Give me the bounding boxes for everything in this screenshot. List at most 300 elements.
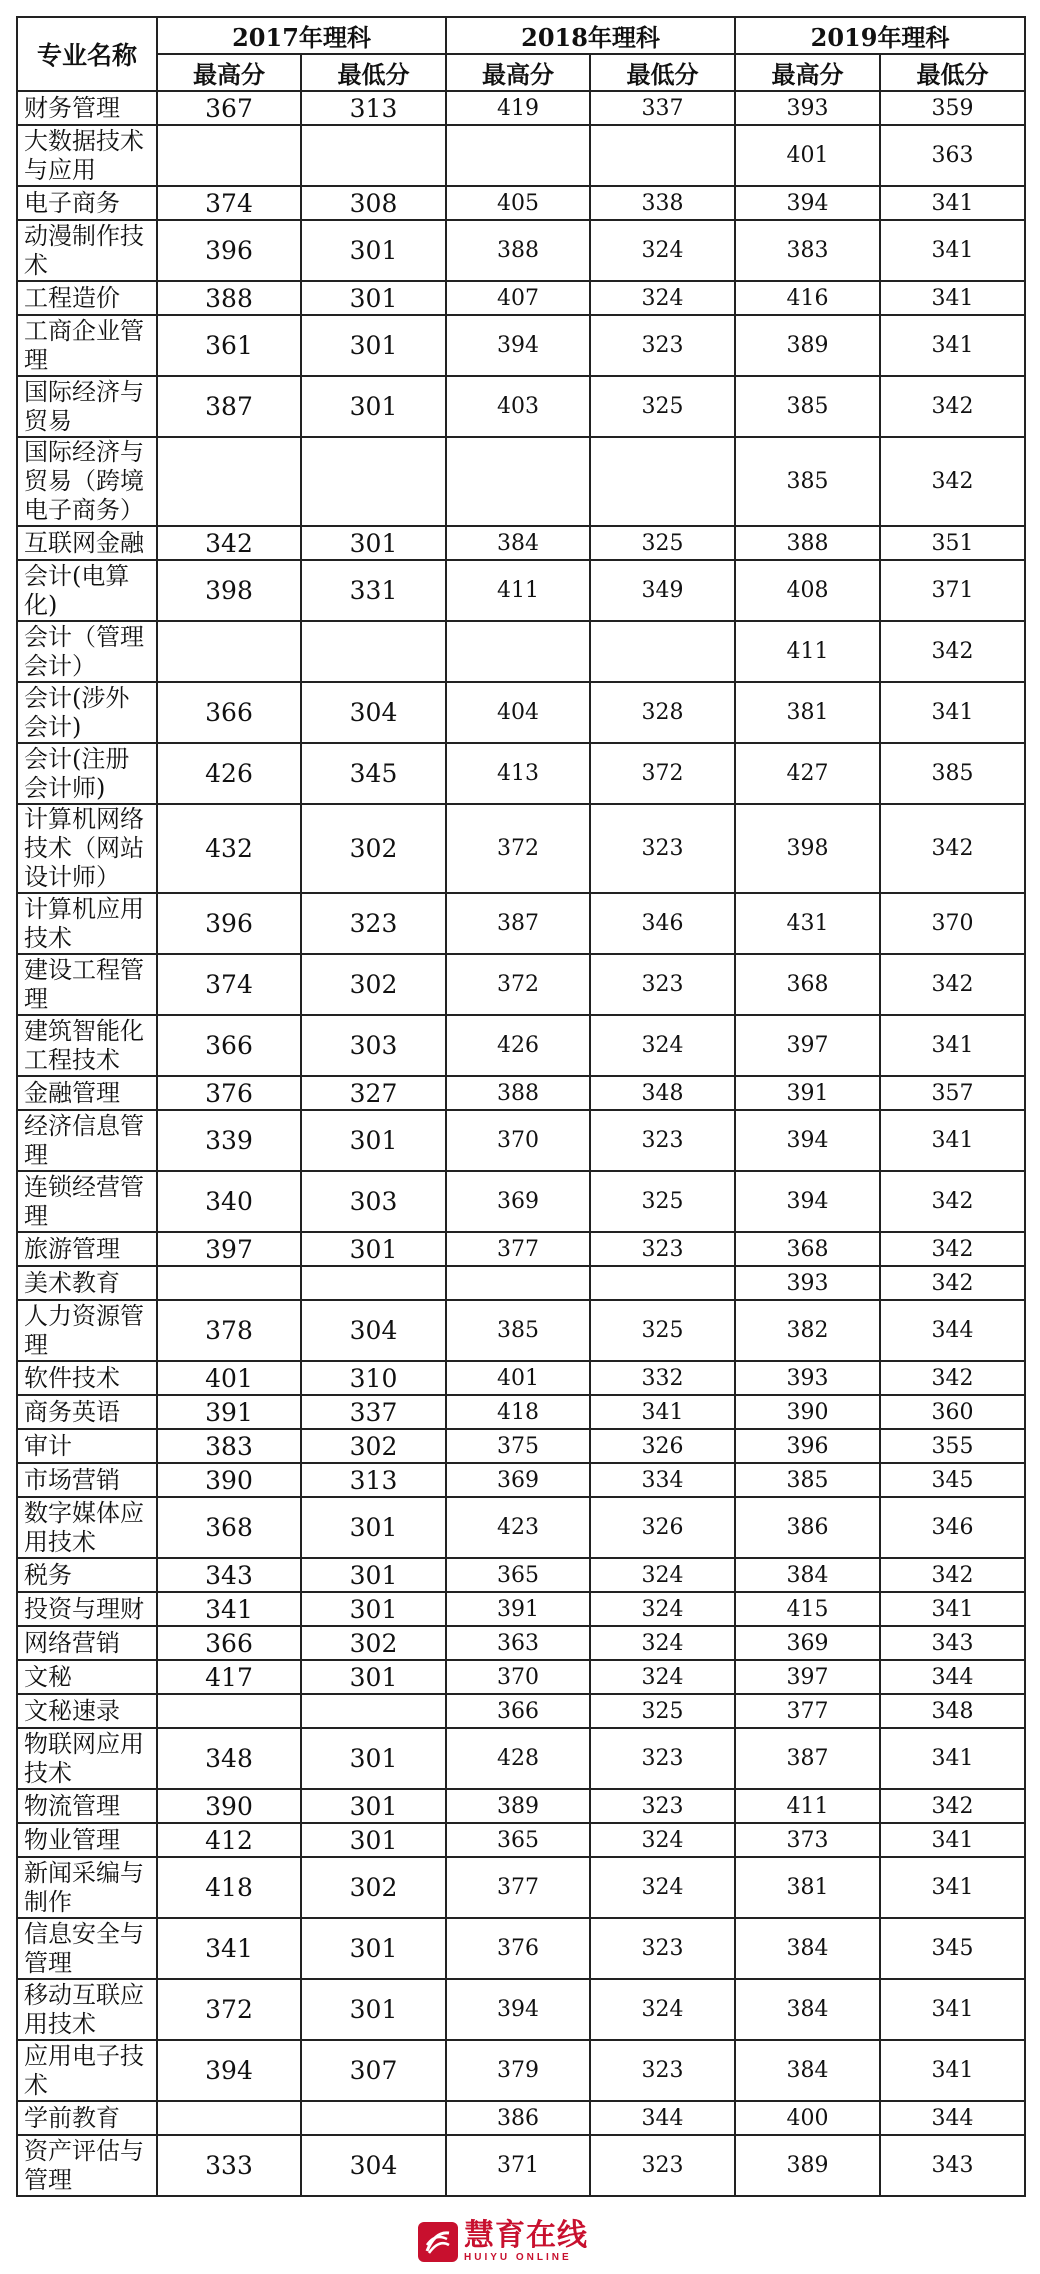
- min-score-cell: 301: [301, 1232, 446, 1266]
- min-score-cell: 337: [301, 1395, 446, 1429]
- max-score-cell: 384: [735, 1979, 880, 2040]
- table-row: [17, 1171, 1025, 1232]
- major-name-cell: 移动互联应用技术: [17, 1979, 157, 2040]
- min-score-cell: 341: [880, 1592, 1025, 1626]
- min-score-cell: 363: [880, 125, 1025, 186]
- min-score-cell: 323: [301, 893, 446, 954]
- min-score-cell: [301, 621, 446, 682]
- min-score-cell: 301: [301, 526, 446, 560]
- table-row: [17, 621, 1025, 682]
- max-score-cell: 387: [446, 893, 590, 954]
- max-score-cell: 348: [157, 1728, 301, 1789]
- major-name-cell: 国际经济与贸易（跨境电子商务）: [17, 437, 157, 526]
- min-score-cell: 345: [880, 1918, 1025, 1979]
- min-score-cell: 343: [880, 2135, 1025, 2196]
- min-score-cell: 346: [590, 893, 735, 954]
- max-score-cell: [157, 1266, 301, 1300]
- table-row: [17, 1626, 1025, 1660]
- max-score-cell: 418: [157, 1857, 301, 1918]
- table-row: [17, 1497, 1025, 1558]
- table-row: [17, 526, 1025, 560]
- min-score-cell: 341: [590, 1395, 735, 1429]
- min-score-cell: 323: [590, 315, 735, 376]
- min-score-cell: 324: [590, 1626, 735, 1660]
- min-score-cell: 323: [590, 2135, 735, 2196]
- major-name-cell: 审计: [17, 1429, 157, 1463]
- table-row: [17, 682, 1025, 743]
- min-score-cell: 325: [590, 526, 735, 560]
- min-score-cell: 344: [880, 1300, 1025, 1361]
- max-score-cell: 418: [446, 1395, 590, 1429]
- min-score-cell: 337: [590, 91, 735, 125]
- table-row: [17, 1429, 1025, 1463]
- table-row: [17, 1728, 1025, 1789]
- max-score-cell: 427: [735, 743, 880, 804]
- min-score-cell: 304: [301, 682, 446, 743]
- min-score-cell: 351: [880, 526, 1025, 560]
- table-row: [17, 1823, 1025, 1857]
- min-score-cell: 307: [301, 2040, 446, 2101]
- max-score-cell: [446, 621, 590, 682]
- major-name-cell: 财务管理: [17, 91, 157, 125]
- min-score-header: 最低分: [301, 54, 446, 91]
- major-name-cell: 数字媒体应用技术: [17, 1497, 157, 1558]
- max-score-cell: 389: [735, 315, 880, 376]
- max-score-cell: 411: [446, 560, 590, 621]
- max-score-cell: 397: [735, 1660, 880, 1694]
- min-score-cell: 357: [880, 1076, 1025, 1110]
- max-score-cell: 384: [735, 1918, 880, 1979]
- min-score-cell: 301: [301, 1660, 446, 1694]
- min-score-cell: 343: [880, 1626, 1025, 1660]
- max-score-cell: 398: [157, 560, 301, 621]
- min-score-cell: 301: [301, 281, 446, 315]
- year-header-2018: 2018年理科: [446, 17, 735, 54]
- max-score-cell: 408: [735, 560, 880, 621]
- min-score-cell: [301, 1266, 446, 1300]
- max-score-cell: 385: [735, 1463, 880, 1497]
- max-score-cell: 372: [446, 804, 590, 893]
- max-score-cell: 419: [446, 91, 590, 125]
- min-score-cell: 342: [880, 621, 1025, 682]
- max-score-cell: 386: [735, 1497, 880, 1558]
- table-body: [17, 91, 1025, 2196]
- table-row: [17, 220, 1025, 281]
- max-score-cell: 384: [735, 2040, 880, 2101]
- min-score-cell: 341: [880, 1110, 1025, 1171]
- max-score-cell: 403: [446, 376, 590, 437]
- min-score-cell: 338: [590, 186, 735, 220]
- max-score-cell: 390: [735, 1395, 880, 1429]
- min-score-cell: 372: [590, 743, 735, 804]
- min-score-cell: 301: [301, 1728, 446, 1789]
- max-score-cell: 390: [157, 1463, 301, 1497]
- major-name-cell: 互联网金融: [17, 526, 157, 560]
- min-score-cell: [590, 621, 735, 682]
- major-name-cell: 信息安全与管理: [17, 1918, 157, 1979]
- max-score-cell: 376: [157, 1076, 301, 1110]
- max-score-cell: 340: [157, 1171, 301, 1232]
- max-score-cell: 369: [446, 1463, 590, 1497]
- max-score-cell: 366: [157, 682, 301, 743]
- major-name-cell: 计算机网络技术（网站设计师）: [17, 804, 157, 893]
- max-score-cell: 386: [446, 2101, 590, 2135]
- min-score-cell: 301: [301, 315, 446, 376]
- min-score-cell: 301: [301, 1789, 446, 1823]
- watermark-subtext: HUIYU ONLINE: [464, 2252, 572, 2263]
- table-row: [17, 437, 1025, 526]
- min-score-header: 最低分: [880, 54, 1025, 91]
- max-score-cell: 397: [157, 1232, 301, 1266]
- min-score-cell: [301, 125, 446, 186]
- max-score-cell: 373: [735, 1823, 880, 1857]
- min-score-cell: 324: [590, 1592, 735, 1626]
- min-score-cell: 341: [880, 682, 1025, 743]
- min-score-cell: [301, 2101, 446, 2135]
- min-score-cell: 324: [590, 1979, 735, 2040]
- min-score-cell: 344: [880, 1660, 1025, 1694]
- min-score-cell: 323: [590, 2040, 735, 2101]
- min-score-cell: 359: [880, 91, 1025, 125]
- min-score-cell: 303: [301, 1015, 446, 1076]
- max-score-cell: 377: [446, 1232, 590, 1266]
- min-score-cell: 326: [590, 1497, 735, 1558]
- min-score-cell: 304: [301, 2135, 446, 2196]
- table-row: [17, 1015, 1025, 1076]
- major-name-cell: 税务: [17, 1558, 157, 1592]
- max-score-cell: 384: [735, 1558, 880, 1592]
- min-score-cell: 324: [590, 1015, 735, 1076]
- max-score-cell: [446, 437, 590, 526]
- max-score-header: 最高分: [157, 54, 301, 91]
- major-name-cell: 新闻采编与制作: [17, 1857, 157, 1918]
- max-score-cell: [446, 125, 590, 186]
- min-score-cell: 385: [880, 743, 1025, 804]
- major-name-cell: 应用电子技术: [17, 2040, 157, 2101]
- max-score-cell: 394: [157, 2040, 301, 2101]
- min-score-cell: 328: [590, 682, 735, 743]
- max-score-cell: 411: [735, 621, 880, 682]
- max-score-cell: 385: [735, 376, 880, 437]
- max-score-cell: 417: [157, 1660, 301, 1694]
- major-name-cell: 会计(涉外会计): [17, 682, 157, 743]
- major-name-cell: 旅游管理: [17, 1232, 157, 1266]
- max-score-cell: 401: [735, 125, 880, 186]
- max-score-cell: 426: [157, 743, 301, 804]
- max-score-cell: 375: [446, 1429, 590, 1463]
- table-row: [17, 1592, 1025, 1626]
- major-name-cell: 建筑智能化工程技术: [17, 1015, 157, 1076]
- max-score-cell: 368: [735, 1232, 880, 1266]
- min-score-cell: 342: [880, 437, 1025, 526]
- max-score-cell: 377: [735, 1694, 880, 1728]
- max-score-cell: 413: [446, 743, 590, 804]
- table-row: [17, 376, 1025, 437]
- max-score-cell: 393: [735, 1361, 880, 1395]
- max-score-cell: 394: [735, 1171, 880, 1232]
- table-row: [17, 1300, 1025, 1361]
- min-score-cell: 341: [880, 1015, 1025, 1076]
- min-score-cell: 325: [590, 1300, 735, 1361]
- max-score-cell: 388: [446, 220, 590, 281]
- min-score-cell: 301: [301, 376, 446, 437]
- max-score-cell: 396: [735, 1429, 880, 1463]
- max-score-cell: 384: [446, 526, 590, 560]
- max-score-cell: 374: [157, 954, 301, 1015]
- max-score-cell: 394: [735, 186, 880, 220]
- min-score-cell: 342: [880, 954, 1025, 1015]
- min-score-cell: 342: [880, 1266, 1025, 1300]
- min-score-cell: 341: [880, 1823, 1025, 1857]
- table-row: [17, 1232, 1025, 1266]
- table-row: [17, 560, 1025, 621]
- table-row: [17, 1463, 1025, 1497]
- min-score-cell: 301: [301, 1979, 446, 2040]
- min-score-cell: 303: [301, 1171, 446, 1232]
- min-score-cell: 355: [880, 1429, 1025, 1463]
- min-score-cell: 324: [590, 1558, 735, 1592]
- major-name-cell: 网络营销: [17, 1626, 157, 1660]
- min-score-cell: 334: [590, 1463, 735, 1497]
- max-score-cell: 398: [735, 804, 880, 893]
- min-score-cell: 348: [590, 1076, 735, 1110]
- major-name-cell: 美术教育: [17, 1266, 157, 1300]
- max-score-cell: 396: [157, 893, 301, 954]
- min-score-cell: 345: [301, 743, 446, 804]
- max-score-cell: 407: [446, 281, 590, 315]
- min-score-cell: [590, 1266, 735, 1300]
- table-row: [17, 1979, 1025, 2040]
- min-score-cell: 302: [301, 1857, 446, 1918]
- max-score-cell: [446, 1266, 590, 1300]
- max-score-cell: 393: [735, 1266, 880, 1300]
- major-name-cell: 物联网应用技术: [17, 1728, 157, 1789]
- max-score-cell: 412: [157, 1823, 301, 1857]
- table-row: [17, 1266, 1025, 1300]
- max-score-cell: 385: [735, 437, 880, 526]
- major-name-cell: 资产评估与管理: [17, 2135, 157, 2196]
- min-score-cell: 341: [880, 220, 1025, 281]
- max-score-cell: 381: [735, 682, 880, 743]
- max-score-cell: 390: [157, 1789, 301, 1823]
- max-score-cell: [157, 437, 301, 526]
- table-row: [17, 804, 1025, 893]
- min-score-cell: 323: [590, 1728, 735, 1789]
- table-row: [17, 743, 1025, 804]
- min-score-cell: 344: [880, 2101, 1025, 2135]
- table-row: [17, 1361, 1025, 1395]
- max-score-cell: 389: [446, 1789, 590, 1823]
- major-name-cell: 国际经济与贸易: [17, 376, 157, 437]
- max-score-cell: 341: [157, 1918, 301, 1979]
- min-score-cell: 342: [880, 1558, 1025, 1592]
- min-score-cell: [590, 125, 735, 186]
- min-score-cell: 313: [301, 1463, 446, 1497]
- table-row: [17, 2135, 1025, 2196]
- max-score-cell: 404: [446, 682, 590, 743]
- max-score-cell: 333: [157, 2135, 301, 2196]
- max-score-cell: 388: [735, 526, 880, 560]
- max-score-cell: 397: [735, 1015, 880, 1076]
- major-name-cell: 学前教育: [17, 2101, 157, 2135]
- min-score-cell: 324: [590, 1660, 735, 1694]
- major-name-cell: 投资与理财: [17, 1592, 157, 1626]
- min-score-cell: 323: [590, 804, 735, 893]
- max-score-cell: 432: [157, 804, 301, 893]
- max-score-cell: 371: [446, 2135, 590, 2196]
- min-score-cell: 342: [880, 1361, 1025, 1395]
- min-score-cell: 302: [301, 804, 446, 893]
- min-score-cell: 301: [301, 1558, 446, 1592]
- min-score-cell: 323: [590, 1110, 735, 1171]
- max-score-cell: 389: [735, 2135, 880, 2196]
- max-score-cell: 391: [157, 1395, 301, 1429]
- max-score-cell: 416: [735, 281, 880, 315]
- min-score-cell: 301: [301, 1592, 446, 1626]
- min-score-cell: 327: [301, 1076, 446, 1110]
- min-score-cell: 342: [880, 1789, 1025, 1823]
- logo-swirl-icon: [418, 2222, 458, 2262]
- max-score-cell: 369: [735, 1626, 880, 1660]
- major-name-cell: 电子商务: [17, 186, 157, 220]
- max-score-cell: 342: [157, 526, 301, 560]
- max-score-header: 最高分: [735, 54, 880, 91]
- max-score-cell: 383: [735, 220, 880, 281]
- max-score-cell: 343: [157, 1558, 301, 1592]
- max-score-cell: 401: [157, 1361, 301, 1395]
- max-score-cell: 367: [157, 91, 301, 125]
- min-score-cell: 302: [301, 954, 446, 1015]
- max-score-header: 最高分: [446, 54, 590, 91]
- major-name-cell: 软件技术: [17, 1361, 157, 1395]
- min-score-cell: 323: [590, 1918, 735, 1979]
- max-score-cell: 391: [735, 1076, 880, 1110]
- min-score-cell: 323: [590, 954, 735, 1015]
- max-score-cell: 381: [735, 1857, 880, 1918]
- major-name-cell: 会计（管理会计）: [17, 621, 157, 682]
- min-score-cell: 341: [880, 1857, 1025, 1918]
- min-score-cell: 324: [590, 281, 735, 315]
- major-name-cell: 动漫制作技术: [17, 220, 157, 281]
- admission-score-table: [16, 16, 1026, 2197]
- max-score-cell: 400: [735, 2101, 880, 2135]
- table-row: [17, 281, 1025, 315]
- max-score-cell: 341: [157, 1592, 301, 1626]
- major-name-cell: 建设工程管理: [17, 954, 157, 1015]
- min-score-cell: 371: [880, 560, 1025, 621]
- table-row: [17, 2101, 1025, 2135]
- max-score-cell: 366: [446, 1694, 590, 1728]
- max-score-cell: 401: [446, 1361, 590, 1395]
- max-score-cell: 423: [446, 1497, 590, 1558]
- min-score-cell: 301: [301, 1918, 446, 1979]
- major-name-cell: 人力资源管理: [17, 1300, 157, 1361]
- year-header-2019: 2019年理科: [735, 17, 1025, 54]
- max-score-cell: 369: [446, 1171, 590, 1232]
- min-score-cell: 349: [590, 560, 735, 621]
- min-score-cell: 325: [590, 1171, 735, 1232]
- major-name-cell: 物业管理: [17, 1823, 157, 1857]
- major-name-cell: 文秘: [17, 1660, 157, 1694]
- min-score-cell: 301: [301, 1497, 446, 1558]
- min-score-cell: 302: [301, 1626, 446, 1660]
- min-score-cell: 304: [301, 1300, 446, 1361]
- major-name-cell: 计算机应用技术: [17, 893, 157, 954]
- max-score-cell: 385: [446, 1300, 590, 1361]
- max-score-cell: 377: [446, 1857, 590, 1918]
- min-score-cell: 342: [880, 1171, 1025, 1232]
- table-row: [17, 1660, 1025, 1694]
- table-row: [17, 893, 1025, 954]
- min-score-cell: 301: [301, 1823, 446, 1857]
- min-score-cell: 342: [880, 376, 1025, 437]
- table-row: [17, 1558, 1025, 1592]
- year-header-2017: 2017年理科: [157, 17, 446, 54]
- table-row: [17, 91, 1025, 125]
- major-name-cell: 会计(注册会计师): [17, 743, 157, 804]
- min-score-cell: 324: [590, 1823, 735, 1857]
- major-name-cell: 大数据技术与应用: [17, 125, 157, 186]
- major-name-cell: 商务英语: [17, 1395, 157, 1429]
- min-score-cell: 324: [590, 1857, 735, 1918]
- table-row: [17, 1918, 1025, 1979]
- max-score-cell: [157, 1694, 301, 1728]
- min-score-cell: 342: [880, 1232, 1025, 1266]
- max-score-cell: 394: [446, 1979, 590, 2040]
- min-score-cell: 342: [880, 804, 1025, 893]
- min-score-cell: 341: [880, 2040, 1025, 2101]
- min-score-cell: 341: [880, 186, 1025, 220]
- watermark-logo: [418, 2218, 628, 2266]
- min-score-cell: [590, 437, 735, 526]
- max-score-cell: 361: [157, 315, 301, 376]
- major-name-cell: 金融管理: [17, 1076, 157, 1110]
- min-score-cell: 341: [880, 281, 1025, 315]
- max-score-cell: 363: [446, 1626, 590, 1660]
- min-score-cell: 332: [590, 1361, 735, 1395]
- major-name-cell: 工程造价: [17, 281, 157, 315]
- major-name-cell: 连锁经营管理: [17, 1171, 157, 1232]
- max-score-cell: 393: [735, 91, 880, 125]
- max-score-cell: 382: [735, 1300, 880, 1361]
- max-score-cell: 374: [157, 186, 301, 220]
- max-score-cell: 383: [157, 1429, 301, 1463]
- major-name-header: 专业名称: [17, 17, 157, 91]
- max-score-cell: 388: [446, 1076, 590, 1110]
- max-score-cell: 376: [446, 1918, 590, 1979]
- max-score-cell: 431: [735, 893, 880, 954]
- max-score-cell: 387: [157, 376, 301, 437]
- min-score-cell: 341: [880, 1979, 1025, 2040]
- max-score-cell: 388: [157, 281, 301, 315]
- max-score-cell: 396: [157, 220, 301, 281]
- table-row: [17, 2040, 1025, 2101]
- max-score-cell: 379: [446, 2040, 590, 2101]
- table-row: [17, 125, 1025, 186]
- table-row: [17, 315, 1025, 376]
- max-score-cell: [157, 125, 301, 186]
- table-row: [17, 1110, 1025, 1171]
- major-name-cell: 经济信息管理: [17, 1110, 157, 1171]
- min-score-cell: 308: [301, 186, 446, 220]
- table-row: [17, 1395, 1025, 1429]
- max-score-cell: 339: [157, 1110, 301, 1171]
- table-row: [17, 1076, 1025, 1110]
- min-score-cell: 323: [590, 1789, 735, 1823]
- max-score-cell: 391: [446, 1592, 590, 1626]
- min-score-cell: 326: [590, 1429, 735, 1463]
- major-name-cell: 文秘速录: [17, 1694, 157, 1728]
